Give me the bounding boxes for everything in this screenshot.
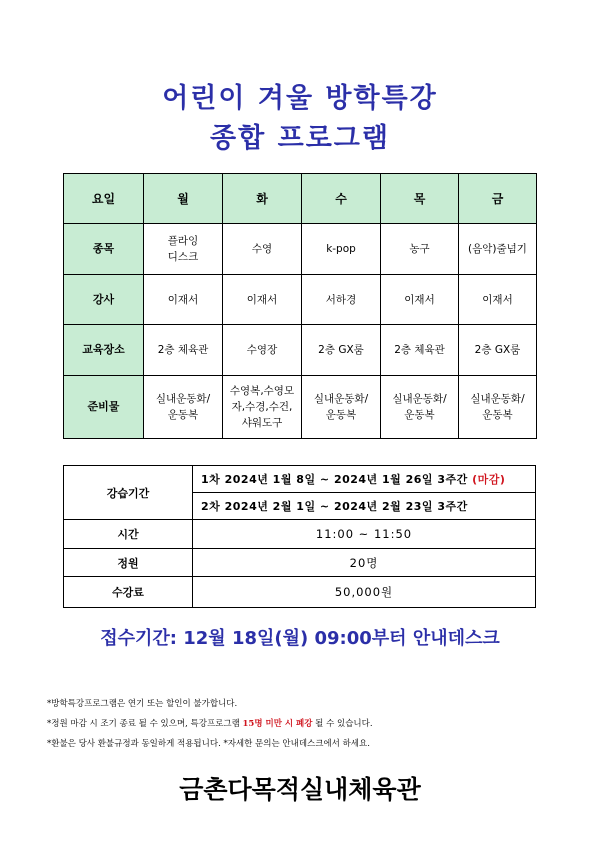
note-2-part-a: *정원 마감 시 조기 종료 될 수 있으며, 특강프로그램 (47, 719, 243, 729)
header-mon: 월 (144, 174, 223, 224)
reception-period: 접수기간: 12월 18일(월) 09:00부터 안내데스크 (100, 628, 500, 649)
facility-name: 금촌다목적실내체육관 (179, 775, 421, 804)
header-day: 요일 (64, 174, 144, 224)
table-cell: 2층 GX룸 (459, 325, 537, 376)
fee-value: 50,000원 (193, 577, 536, 608)
note-2-highlight: 15명 미만 시 폐강 (242, 719, 313, 729)
cell-text: 실내운동화/ 운동복 (392, 393, 447, 421)
schedule-header-row (64, 174, 537, 224)
table-cell (223, 376, 302, 439)
schedule-row-supplies (64, 376, 537, 439)
info-row-period-1 (64, 466, 536, 493)
capacity-label: 정원 (64, 549, 193, 577)
table-cell: 이재서 (144, 275, 223, 325)
cell-text: 수영 (251, 243, 273, 255)
period-1-text: 1차 2024년 1월 8일 ~ 2024년 1월 26일 3주간 (201, 473, 468, 486)
table-cell (302, 376, 381, 439)
period-1 (193, 466, 536, 493)
table-cell: 이재서 (223, 275, 302, 325)
cell-text: 실내운동화/ 운동복 (155, 393, 211, 421)
info-table (63, 465, 536, 608)
schedule-table (63, 173, 537, 439)
deadline-badge: (마감) (472, 473, 506, 486)
row-label-supplies: 준비물 (64, 376, 144, 439)
title-line-1: 어린이 겨울 방학특강 (162, 83, 438, 114)
cell-text: (음악)줄넘기 (468, 243, 527, 255)
table-cell (144, 376, 223, 439)
header-wed: 수 (302, 174, 381, 224)
info-row-capacity (64, 549, 536, 577)
table-cell: 서하경 (302, 275, 381, 325)
table-cell: 2층 GX룸 (302, 325, 381, 376)
info-row-time (64, 520, 536, 549)
header-fri: 금 (459, 174, 537, 224)
cell-text: 실내운동화/ 운동복 (313, 393, 369, 421)
info-row-fee (64, 577, 536, 608)
table-cell (381, 224, 459, 275)
fee-label: 수강료 (64, 577, 193, 608)
period-2: 2차 2024년 2월 1일 ~ 2024년 2월 23일 3주간 (193, 493, 536, 520)
row-label-location: 교육장소 (64, 325, 144, 376)
table-cell: 2층 체육관 (144, 325, 223, 376)
table-cell (223, 224, 302, 275)
table-cell (144, 224, 223, 275)
capacity-value: 20명 (193, 549, 536, 577)
table-cell (381, 376, 459, 439)
table-cell: 수영장 (223, 325, 302, 376)
schedule-row-event (64, 224, 537, 275)
row-label-event: 종목 (64, 224, 144, 275)
time-value: 11:00 ~ 11:50 (193, 520, 536, 549)
header-thu: 목 (381, 174, 459, 224)
table-cell: 이재서 (381, 275, 459, 325)
table-cell (459, 224, 537, 275)
row-label-instructor: 강사 (64, 275, 144, 325)
note-3: *환불은 당사 환불규정과 동일하게 적용됩니다. *자세한 문의는 안내데스크에서 하세요. (47, 739, 370, 749)
note-1: *방학특강프로그램은 연기 또는 할인이 불가합니다. (47, 699, 238, 709)
table-cell (302, 224, 381, 275)
table-cell: 2층 체육관 (381, 325, 459, 376)
note-2 (47, 714, 567, 734)
cell-text: 실내운동화/ 운동복 (470, 393, 525, 421)
header-tue: 화 (223, 174, 302, 224)
cell-text: k-pop (326, 243, 356, 255)
cell-text: 수영복,수영모 자,수경,수건, 샤워도구 (229, 385, 295, 429)
table-cell: 이재서 (459, 275, 537, 325)
cell-text: 플라잉 디스크 (167, 235, 199, 263)
notes (47, 694, 567, 754)
note-2-part-b: 될 수 있습니다. (312, 719, 373, 729)
schedule-row-instructor (64, 275, 537, 325)
time-label: 시간 (64, 520, 193, 549)
period-label: 강습기간 (64, 466, 193, 520)
table-cell (459, 376, 537, 439)
cell-text: 농구 (409, 243, 430, 255)
schedule-row-location (64, 325, 537, 376)
title-line-2: 종합 프로그램 (210, 123, 390, 154)
